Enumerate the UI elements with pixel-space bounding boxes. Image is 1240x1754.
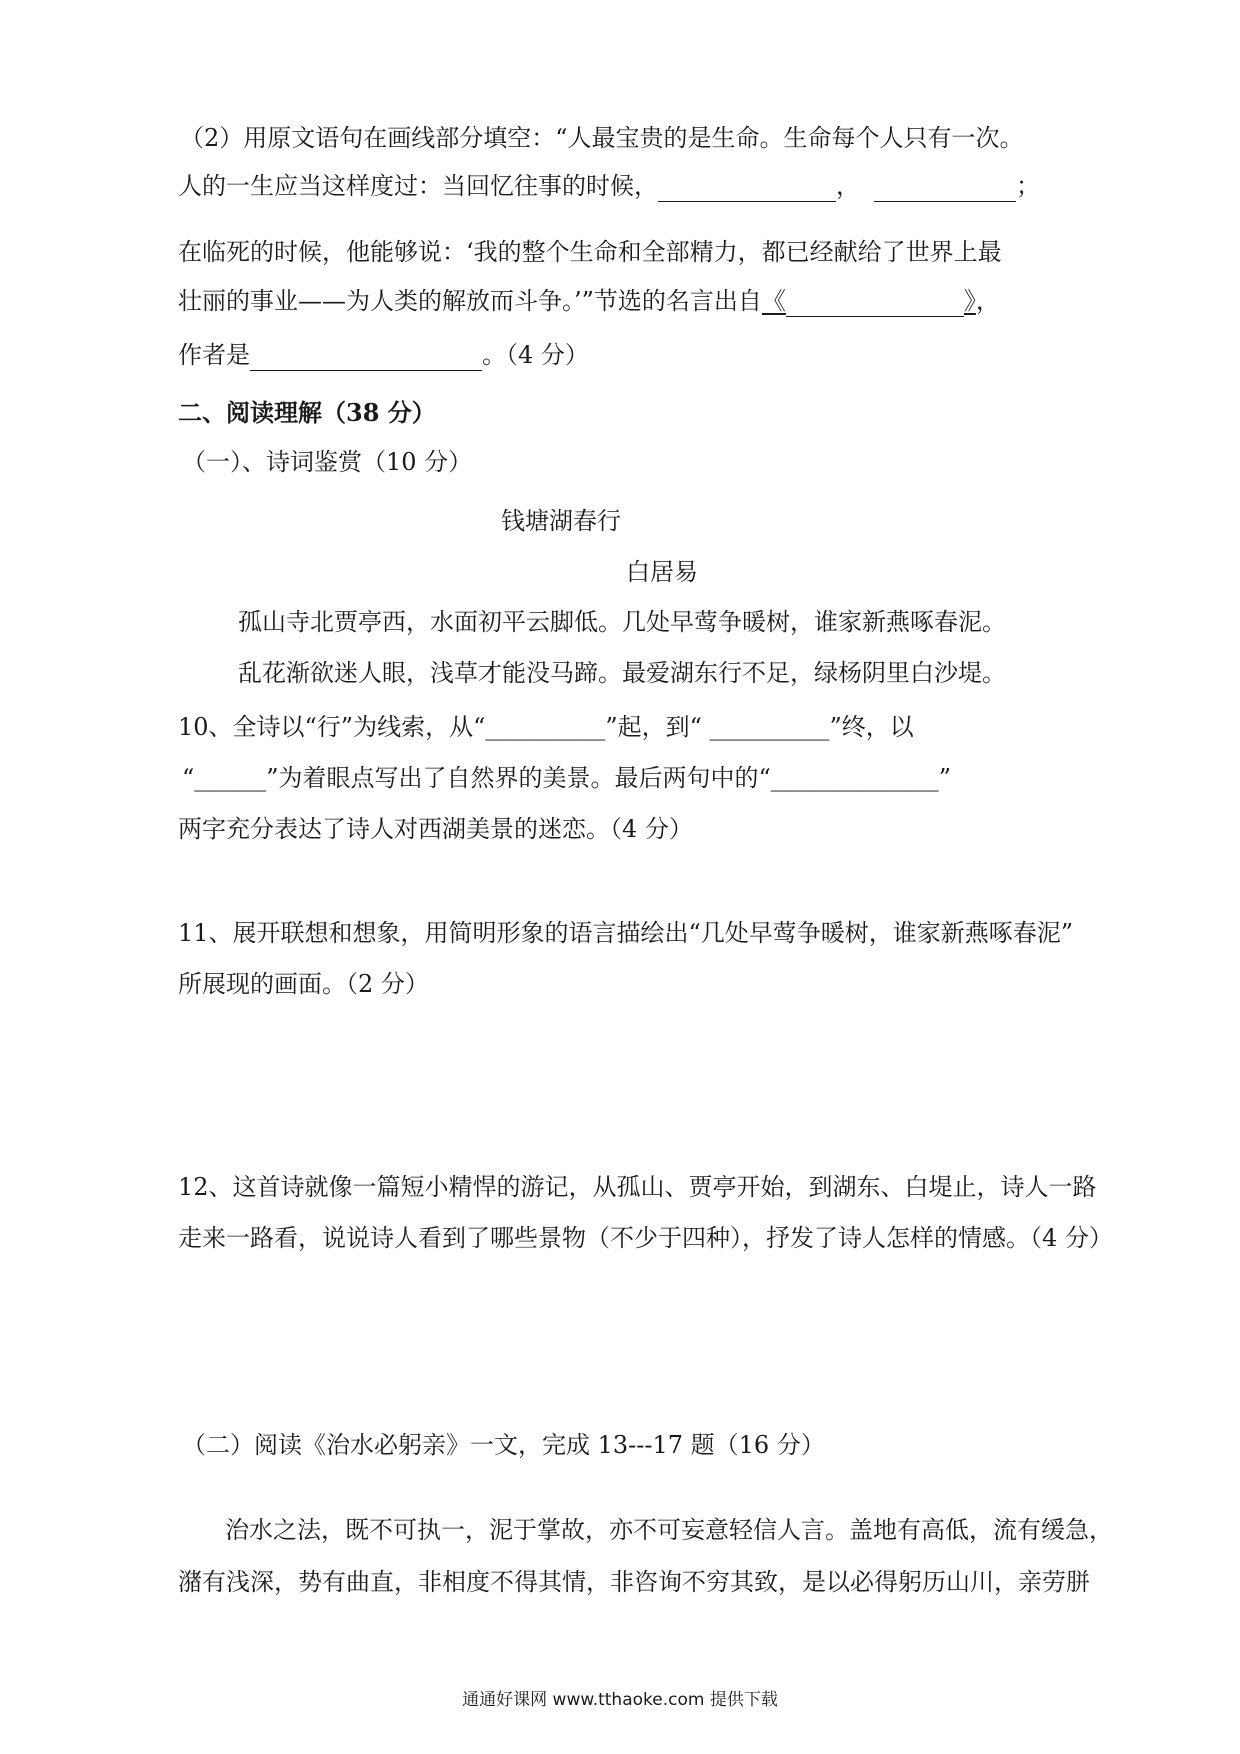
answer-blank-1[interactable] [658,175,836,202]
q10-line2: “______”为着眼点写出了自然界的美景。最后两句中的“______________” [182,764,952,792]
book-title-open: 《 [761,287,786,315]
subsection-reading: （二）阅读《治水必躬亲》一文，完成 13---17 题（16 分） [182,1431,825,1459]
page-footer: 通通好课网 www.tthaoke.com 提供下载 [462,1690,778,1710]
poem-line-1: 孤山寺北贾亭西，水面初平云脚低。几处早莺争暖树，谁家新燕啄春泥。 [238,608,1006,636]
answer-blank-2[interactable] [874,175,1016,202]
q2-line2-end: ； [1016,172,1040,200]
poem-line-2: 乱花渐欲迷人眼，浅草才能没马蹄。最爱湖东行不足，绿杨阴里白沙堤。 [238,659,1006,687]
section-heading: 二、阅读理解（38 分） [178,398,436,427]
book-title-close: 》 [963,287,976,315]
q2-line4 [178,285,1000,317]
q2-line2-text: 人的一生应当这样度过：当回忆往事的时候， [178,172,658,200]
poem-title: 钱塘湖春行 [501,507,621,535]
answer-blank-book[interactable] [786,290,964,317]
passage-line-1: 治水之法，既不可执一，泥于掌故，亦不可妄意轻信人言。盖地有高低，流有缓急， [225,1516,1113,1544]
poem-author: 白居易 [626,558,698,586]
q2-line1: （2）用原文语句在画线部分填空：“人最宝贵的是生命。生命每个人只有一次。 [180,124,1024,152]
q2-line5-end: 。（4 分） [482,341,589,369]
passage-line-2: 潴有浅深，势有曲直，非相度不得其情，非咨询不穷其致，是以必得躬历山川，亲劳胼 [178,1568,1090,1596]
q12-line2: 走来一路看，说说诗人看到了哪些景物（不少于四种），抒发了诗人怎样的情感。（4 分） [178,1224,1113,1252]
q10-line1: 10、全诗以“行”为线索，从“__________”起，到“ __________”终，以 [178,713,914,741]
answer-blank-author[interactable] [250,344,482,371]
q2-line5 [178,339,589,371]
q2-line2-sep: ， [836,172,860,200]
q11-line2: 所展现的画面。（2 分） [178,970,429,998]
q12-line1: 12、这首诗就像一篇短小精悍的游记，从孤山、贾亭开始，到湖东、白堤止，诗人一路 [178,1173,1097,1201]
q10-line3: 两字充分表达了诗人对西湖美景的迷恋。（4 分） [178,815,693,843]
q2-line2 [178,170,1040,202]
q2-line4-end: ， [975,287,1000,315]
q2-line3: 在临死的时候，他能够说：‘我的整个生命和全部精力，都已经献给了世界上最 [178,238,1002,266]
q2-line5-text: 作者是 [178,341,250,369]
subsection-poetry: （一）、诗词鉴赏（10 分） [182,448,473,476]
q11-line1: 11、展开联想和想象，用简明形象的语言描绘出“几处早莺争暖树，谁家新燕啄春泥” [178,919,1074,947]
q2-line4-text: 壮丽的事业——为人类的解放而斗争。’”节选的名言出自 [178,287,762,315]
